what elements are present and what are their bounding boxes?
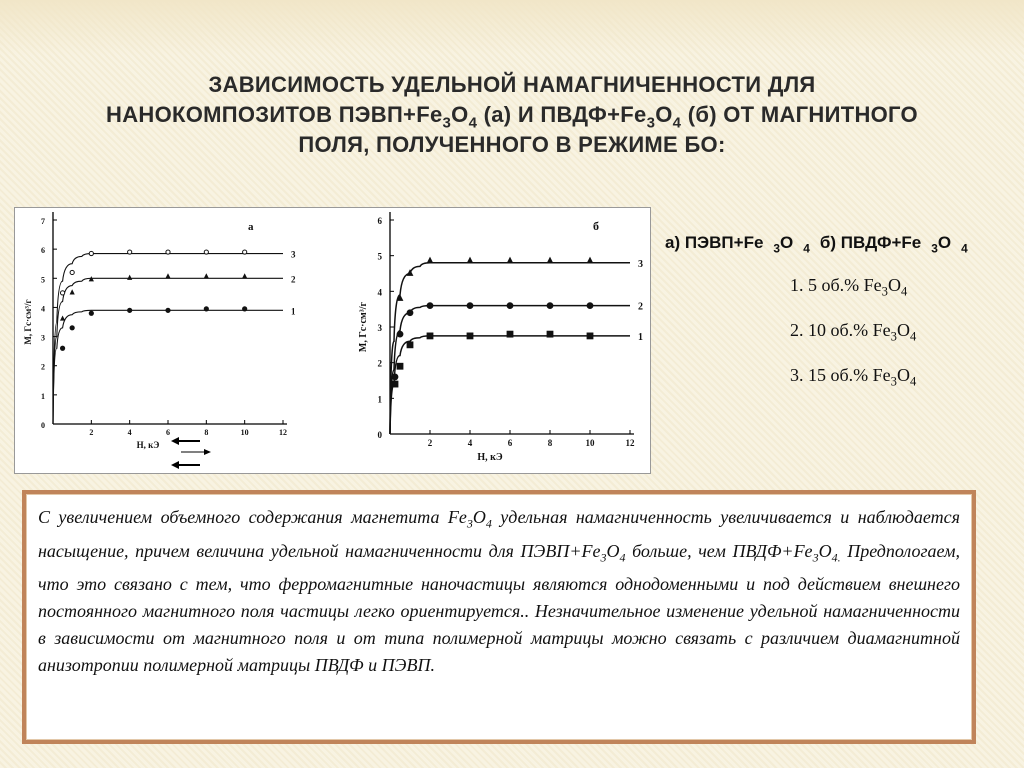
paragraph-sub: 4. (831, 550, 841, 565)
x-tick-label: 4 (127, 428, 132, 437)
data-point (427, 257, 434, 264)
series-label: 2 (291, 274, 296, 285)
paragraph-sub: 3 (600, 550, 607, 565)
series-label: 3 (638, 258, 643, 270)
paragraph-text: O (472, 507, 486, 527)
data-point (204, 250, 208, 254)
y-axis-label: M, Гс·см³/г (358, 301, 369, 353)
data-point (392, 381, 399, 388)
legend-text: O (780, 233, 794, 252)
data-point (242, 306, 247, 311)
data-point (70, 289, 75, 294)
arrow-left-icon (171, 461, 179, 469)
title-line-3: ПОЛЯ, ПОЛУЧЕННОГО В РЕЖИМЕ БО: (298, 132, 726, 157)
series-line-1 (53, 310, 283, 424)
paragraph-text: O (606, 540, 620, 561)
x-tick-label: 10 (240, 428, 249, 437)
data-point (587, 333, 594, 340)
y-tick-label: 1 (41, 391, 45, 401)
series-line-2 (390, 306, 630, 434)
chart-panel (14, 207, 651, 474)
arrow-left-icon (171, 437, 179, 445)
y-axis-label: M, Гс·см³/г (23, 299, 33, 345)
data-point (467, 333, 474, 340)
y-tick-label: 6 (41, 246, 45, 256)
chart-a (15, 208, 335, 473)
data-point (127, 308, 132, 313)
data-point (70, 325, 75, 330)
y-tick-label: 7 (41, 217, 45, 226)
data-point (547, 302, 554, 309)
x-tick-label: 6 (166, 428, 170, 437)
y-tick-label: 5 (377, 251, 382, 262)
data-point (587, 257, 594, 264)
y-tick-label: 6 (377, 216, 382, 226)
data-point (70, 270, 74, 274)
title-sub: 3 (646, 114, 656, 132)
title-o: O (655, 102, 673, 127)
legend-item-1 (790, 275, 1015, 300)
data-point (467, 302, 474, 309)
data-point (165, 273, 170, 278)
legend-item-3 (790, 365, 1015, 390)
paragraph-text: Предпологаем, что это связано с тем, что ферромагнитные наночастицы являются однодоменными и под действием внешнего постоянного магнитного поля частицы легко ориентируется.. Незначительное изменение удельной намагниченности в зависимости от магнитного поля и от типа полимерной матрицы можно связать с различием диамагнитной анизотропии полимерной матрицы ПВДФ и ПЭВП. (38, 540, 961, 676)
data-point (127, 275, 132, 280)
data-point (427, 302, 434, 309)
x-tick-label: 12 (625, 438, 635, 448)
title-line-2 (40, 100, 984, 130)
title-part-c: (б) ОТ МАГНИТНОГО (687, 102, 918, 127)
legend-sub: 4 (961, 241, 968, 256)
title-sub: 4 (672, 114, 682, 132)
data-point (60, 315, 65, 320)
series-line-3 (390, 263, 630, 434)
paragraph-sub: 3 (466, 516, 473, 531)
legend-text: а) ПЭВП+Fe (665, 233, 764, 252)
legend-sub: 3 (931, 241, 938, 256)
panel-label: а (248, 221, 254, 233)
y-tick-label: 5 (41, 275, 45, 285)
series-line-3 (53, 254, 283, 424)
x-tick-label: 6 (507, 438, 513, 448)
y-tick-label: 2 (41, 362, 45, 372)
data-point (165, 308, 170, 313)
top-band (0, 0, 1024, 55)
y-tick-label: 2 (377, 358, 382, 369)
legend-header (665, 233, 1015, 255)
x-tick-label: 12 (279, 428, 287, 437)
legend-text: O (887, 275, 901, 296)
legend-sub: 3 (890, 329, 897, 344)
legend-sub: 4 (909, 329, 917, 344)
title-sub: 4 (468, 114, 478, 132)
legend-sub: 3 (881, 284, 888, 299)
data-point (60, 291, 64, 295)
legend-sub: 3 (773, 241, 781, 256)
legend-header-a (665, 233, 810, 256)
paragraph-text: O (818, 540, 832, 561)
title-line-1: ЗАВИСИМОСТЬ УДЕЛЬНОЙ НАМАГНИЧЕННОСТИ ДЛЯ (208, 72, 816, 97)
panel-label: б (593, 219, 599, 233)
data-point (242, 273, 247, 278)
title-sub: 3 (442, 114, 452, 132)
paragraph-text: больше, чем ПВДФ+Fe (625, 540, 813, 561)
data-point (507, 257, 514, 264)
legend-text: O (896, 364, 910, 385)
data-point (547, 331, 554, 338)
chart-b (345, 208, 645, 473)
data-point (60, 346, 65, 351)
data-point (89, 251, 93, 255)
description-box (22, 490, 976, 744)
y-tick-label: 0 (41, 421, 45, 430)
title-o: O (451, 102, 469, 127)
data-point (392, 374, 399, 381)
x-tick-label: 8 (204, 428, 209, 437)
data-point (397, 331, 404, 338)
y-tick-label: 3 (377, 323, 382, 333)
x-tick-label: 2 (89, 428, 94, 437)
legend-sub: 3 (890, 374, 897, 389)
y-tick-label: 3 (41, 333, 45, 343)
y-tick-label: 4 (377, 287, 382, 298)
y-tick-label: 0 (377, 430, 382, 440)
data-point (128, 250, 132, 254)
y-tick-label: 1 (377, 394, 382, 405)
data-point (467, 257, 474, 264)
legend-text: б) ПВДФ+Fe (819, 233, 922, 252)
paragraph-sub: 3 (812, 550, 819, 565)
series-line-2 (53, 278, 283, 424)
x-axis-label: H, кЭ (477, 452, 503, 463)
legend-text: O (937, 233, 952, 252)
data-point (407, 341, 414, 348)
data-point (204, 273, 209, 278)
x-tick-label: 8 (547, 438, 553, 448)
data-point (204, 306, 209, 311)
paragraph-sub: 4 (619, 550, 626, 565)
arrow-right-icon (204, 449, 211, 455)
legend-sub: 4 (909, 374, 917, 389)
paragraph-text: С увеличением объемного содержания магнетита Fe (38, 507, 467, 527)
data-point (427, 333, 434, 340)
paragraph-sub: 4 (485, 516, 492, 531)
data-point (407, 309, 414, 316)
title-part-b: (а) И ПВДФ+Fe (483, 102, 647, 127)
data-point (166, 250, 170, 254)
x-axis-label: H, кЭ (136, 440, 160, 450)
x-tick-label: 2 (427, 438, 433, 448)
legend-text: 2. 10 об.% Fe (790, 319, 891, 340)
legend-header-b (819, 233, 968, 256)
series-label: 3 (291, 249, 296, 260)
series-label: 2 (638, 301, 643, 313)
legend-text: 1. 5 об.% Fe (790, 275, 882, 296)
legend-text: O (896, 319, 910, 340)
paragraph-text: удельная намагниченность увеличивается и наблюдается насыщение, причем величина удельной намагниченности для ПЭВП+Fe (38, 507, 960, 561)
data-point (89, 311, 94, 316)
legend-sub: 4 (900, 284, 908, 299)
data-point (397, 363, 404, 370)
data-point (507, 331, 514, 338)
series-label: 1 (638, 331, 643, 343)
slide-title (40, 70, 984, 160)
x-tick-label: 10 (585, 438, 595, 448)
title-part-a: НАНОКОМПОЗИТОВ ПЭВП+Fe (106, 102, 443, 127)
x-tick-label: 4 (467, 438, 473, 448)
legend-sub: 4 (803, 241, 810, 256)
y-tick-label: 4 (41, 304, 45, 314)
series-label: 1 (291, 306, 296, 317)
data-point (547, 257, 554, 264)
data-point (587, 302, 594, 309)
legend (665, 233, 1015, 389)
legend-item-2 (790, 320, 1015, 345)
series-line-1 (390, 336, 630, 434)
data-point (507, 302, 514, 309)
data-point (243, 250, 247, 254)
legend-text: 3. 15 об.% Fe (790, 364, 891, 385)
